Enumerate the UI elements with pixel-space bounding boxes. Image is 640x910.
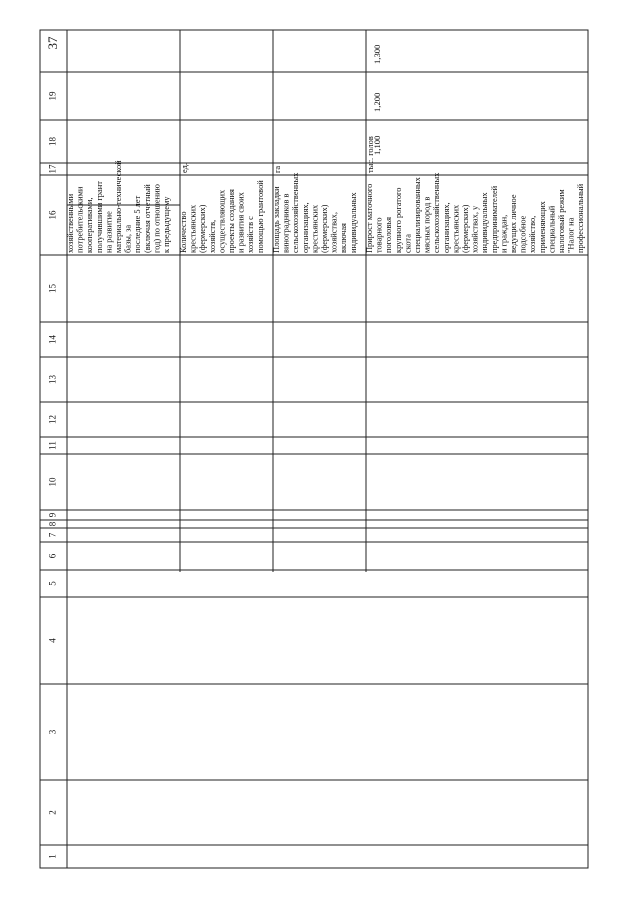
indicator-text-line: хозяйств, bbox=[207, 219, 217, 253]
indicator-text-line: сельскохозяйственных bbox=[291, 172, 301, 253]
indicator-text-line: крестьянских bbox=[188, 204, 198, 253]
indicator-text-line: поголовья bbox=[384, 217, 394, 253]
indicator-text-line: индивидуальных bbox=[348, 192, 358, 253]
indicator-unit: га bbox=[273, 165, 282, 173]
indicator-text-line: организациях, bbox=[300, 202, 310, 253]
indicator-text-line: "Налог на bbox=[566, 217, 576, 253]
indicator-text-line: хозяйственными bbox=[66, 193, 75, 253]
indicator-text-line: скота bbox=[403, 234, 413, 253]
indicator-value: 1,300 bbox=[372, 44, 382, 64]
table-border bbox=[40, 30, 588, 868]
column-number: 3 bbox=[47, 729, 58, 735]
page-number: 37 bbox=[45, 36, 60, 50]
column-number: 16 bbox=[47, 210, 58, 220]
indicator-text-line: специализированных bbox=[413, 177, 422, 253]
column-number: 17 bbox=[47, 164, 58, 174]
indicator-text-line: хозяйств с bbox=[246, 216, 256, 253]
indicator-unit: тыс. голов bbox=[366, 136, 375, 173]
indicator-text-line: налоговый режим bbox=[557, 189, 566, 253]
indicator-text-line: виноградников в bbox=[281, 193, 291, 253]
indicator-text-line: включая bbox=[339, 223, 349, 253]
indicator-text-line: проекты создания bbox=[227, 189, 236, 253]
indicator-text-line: хозяйствах, у bbox=[470, 205, 480, 253]
indicator-text-line: Площадь закладки bbox=[272, 186, 281, 253]
indicator-text-line: специальный bbox=[547, 205, 557, 253]
column-number: 2 bbox=[47, 810, 58, 815]
indicator-text-line: получившими грант bbox=[94, 181, 104, 253]
indicator-text-line: индивидуальных bbox=[480, 192, 490, 253]
indicator-text-line: (включая отчетный bbox=[142, 184, 152, 253]
indicator-text-line: крупного рогатого bbox=[393, 187, 403, 253]
column-number: 6 bbox=[47, 553, 58, 559]
indicator-text-line: предпринимателей bbox=[489, 185, 499, 253]
column-number: 10 bbox=[47, 477, 58, 487]
indicator-text-line: организациях, bbox=[441, 202, 451, 253]
indicator-text-line: крестьянских bbox=[310, 204, 320, 253]
column-number: 9 bbox=[47, 512, 58, 518]
indicator-text-line: крестьянских bbox=[451, 204, 461, 253]
indicator-text-line: и граждан, bbox=[499, 214, 509, 253]
indicator-text-line: профессиональный bbox=[576, 183, 586, 253]
indicator-text-line: Количество bbox=[179, 211, 188, 253]
column-number: 15 bbox=[47, 284, 58, 293]
indicator-text-line: сельскохозяйственных bbox=[432, 172, 442, 253]
column-number: 18 bbox=[47, 137, 58, 146]
indicator-text-line: последние 5 лет bbox=[133, 195, 143, 253]
indicator-text-line: товарного bbox=[374, 217, 384, 253]
indicator-text-line: год) по отношению bbox=[152, 184, 162, 253]
indicator-text-line: хозяйствах, bbox=[329, 212, 339, 253]
indicator-text-line: ведущих личное bbox=[509, 194, 518, 253]
indicator-text-line: (фермерских) bbox=[461, 204, 470, 253]
indicator-text-line: хозяйство, bbox=[528, 215, 538, 253]
indicator-text-line: материально-технической bbox=[114, 160, 123, 253]
indicator-text-line: применяющих bbox=[537, 201, 547, 253]
column-number: 14 bbox=[47, 335, 58, 344]
column-number: 13 bbox=[47, 375, 58, 384]
column-number: 4 bbox=[47, 638, 58, 643]
column-number: 11 bbox=[47, 441, 58, 450]
indicator-text-line: (фермерских) bbox=[320, 204, 329, 253]
indicator-value: 1,100 bbox=[372, 135, 382, 155]
indicator-text-line: мясных пород в bbox=[422, 196, 432, 253]
column-number: 5 bbox=[47, 581, 58, 586]
column-number: 19 bbox=[47, 91, 58, 101]
indicator-text-line: потребительскими bbox=[75, 186, 85, 253]
column-number: 1 bbox=[47, 854, 58, 859]
indicator-unit: ед. bbox=[180, 163, 189, 173]
indicator-text-line: к предыдущему bbox=[162, 196, 171, 253]
column-number: 7 bbox=[47, 532, 58, 538]
indicator-text-line: кооперативами, bbox=[85, 197, 95, 253]
column-number: 8 bbox=[47, 521, 58, 527]
indicator-text-line: (фермерских) bbox=[198, 204, 208, 253]
indicator-text-line: Прирост маточного bbox=[365, 183, 374, 253]
indicator-text-line: базы, за bbox=[123, 224, 133, 253]
indicator-value: 1,200 bbox=[372, 92, 382, 112]
indicator-text-line: подсобное bbox=[518, 215, 528, 253]
indicator-text-line: осуществляющих bbox=[217, 189, 227, 253]
column-number: 12 bbox=[47, 415, 58, 424]
indicator-text-line: помощью грантовой bbox=[255, 180, 265, 253]
indicator-text-line: и развития своих bbox=[236, 192, 246, 253]
indicator-text-line: на развитие bbox=[104, 211, 114, 253]
